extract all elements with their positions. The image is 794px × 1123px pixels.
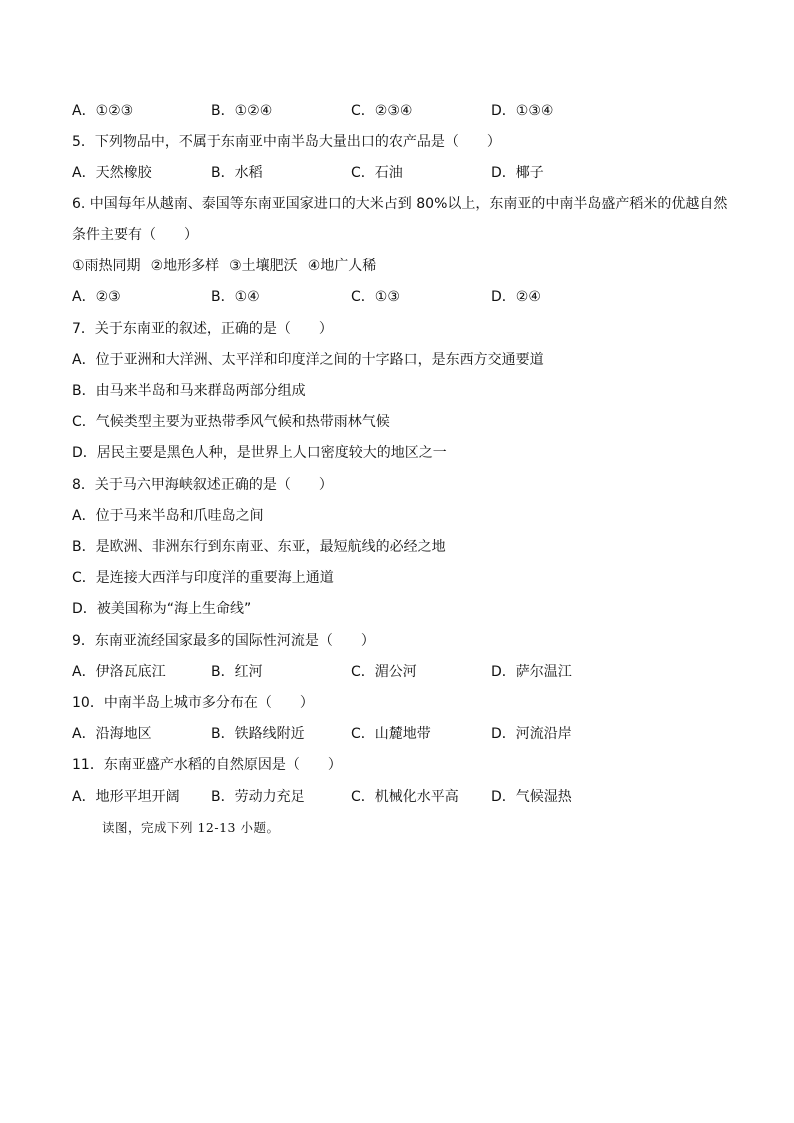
q7-stem: 7．关于东南亚的叙述，正确的是（ ） bbox=[72, 321, 333, 337]
q5-option-b: B．水稻 bbox=[211, 165, 263, 181]
read-figure-prompt: 读图，完成下列 12-13 小题。 bbox=[102, 820, 280, 835]
q6-stem-line2: 条件主要有（ ） bbox=[72, 227, 198, 243]
q9-stem: 9．东南亚流经国家最多的国际性河流是（ ） bbox=[72, 633, 375, 649]
q7-option-d: D．居民主要是黑色人种，是世界上人口密度较大的地区之一 bbox=[72, 445, 447, 461]
q6-condition-3: ③土壤肥沃 bbox=[229, 258, 298, 274]
q10-option-a: A．沿海地区 bbox=[72, 726, 152, 742]
q5-option-c: C．石油 bbox=[351, 165, 403, 181]
q11-stem: 11．东南亚盛产水稻的自然原因是（ ） bbox=[72, 757, 342, 773]
q4-option-d: D．①③④ bbox=[491, 103, 554, 119]
q6-option-d: D．②④ bbox=[491, 289, 541, 305]
q8-option-d: D．被美国称为“海上生命线” bbox=[72, 601, 252, 617]
q4-option-a: A．①②③ bbox=[72, 103, 134, 119]
q7-option-c: C．气候类型主要为亚热带季风气候和热带雨林气候 bbox=[72, 414, 390, 430]
q9-option-a: A．伊洛瓦底江 bbox=[72, 664, 166, 680]
q8-option-a: A．位于马来半岛和爪哇岛之间 bbox=[72, 508, 264, 524]
q6-option-a: A．②③ bbox=[72, 289, 121, 305]
q10-option-c: C．山麓地带 bbox=[351, 726, 431, 742]
q11-option-d: D．气候湿热 bbox=[491, 789, 572, 805]
q6-condition-1: ①雨热同期 bbox=[72, 258, 141, 274]
q10-option-d: D．河流沿岸 bbox=[491, 726, 572, 742]
q6-conditions bbox=[72, 257, 386, 275]
q11-option-a: A．地形平坦开阔 bbox=[72, 789, 180, 805]
q10-stem: 10．中南半岛上城市多分布在（ ） bbox=[72, 695, 314, 711]
q5-option-a: A．天然橡胶 bbox=[72, 165, 152, 181]
q6-option-c: C．①③ bbox=[351, 289, 400, 305]
q11-option-b: B．劳动力充足 bbox=[211, 789, 305, 805]
q8-stem: 8．关于马六甲海峡叙述正确的是（ ） bbox=[72, 477, 333, 493]
q9-option-b: B．红河 bbox=[211, 664, 263, 680]
q5-option-d: D．椰子 bbox=[491, 165, 544, 181]
q8-option-b: B．是欧洲、非洲东行到东南亚、东亚，最短航线的必经之地 bbox=[72, 539, 446, 555]
q7-option-a: A．位于亚洲和大洋洲、太平洋和印度洋之间的十字路口，是东西方交通要道 bbox=[72, 352, 544, 368]
q9-option-d: D．萨尔温江 bbox=[491, 664, 572, 680]
q6-stem-line1: 6. 中国每年从越南、泰国等东南亚国家进口的大米占到 80%以上，东南亚的中南半岛盛产稻米的优越自然 bbox=[72, 196, 728, 212]
q4-option-c: C．②③④ bbox=[351, 103, 413, 119]
q11-option-c: C．机械化水平高 bbox=[351, 789, 459, 805]
q9-option-c: C．湄公河 bbox=[351, 664, 417, 680]
q6-condition-2: ②地形多样 bbox=[150, 258, 220, 274]
q4-option-b: B．①②④ bbox=[211, 103, 273, 119]
q6-condition-4: ④地广人稀 bbox=[307, 258, 377, 274]
q10-option-b: B．铁路线附近 bbox=[211, 726, 305, 742]
q6-option-b: B．①④ bbox=[211, 289, 260, 305]
q7-option-b: B．由马来半岛和马来群岛两部分组成 bbox=[72, 383, 306, 399]
q8-option-c: C．是连接大西洋与印度洋的重要海上通道 bbox=[72, 570, 334, 586]
q5-stem: 5．下列物品中，不属于东南亚中南半岛大量出口的农产品是（ ） bbox=[72, 134, 501, 150]
